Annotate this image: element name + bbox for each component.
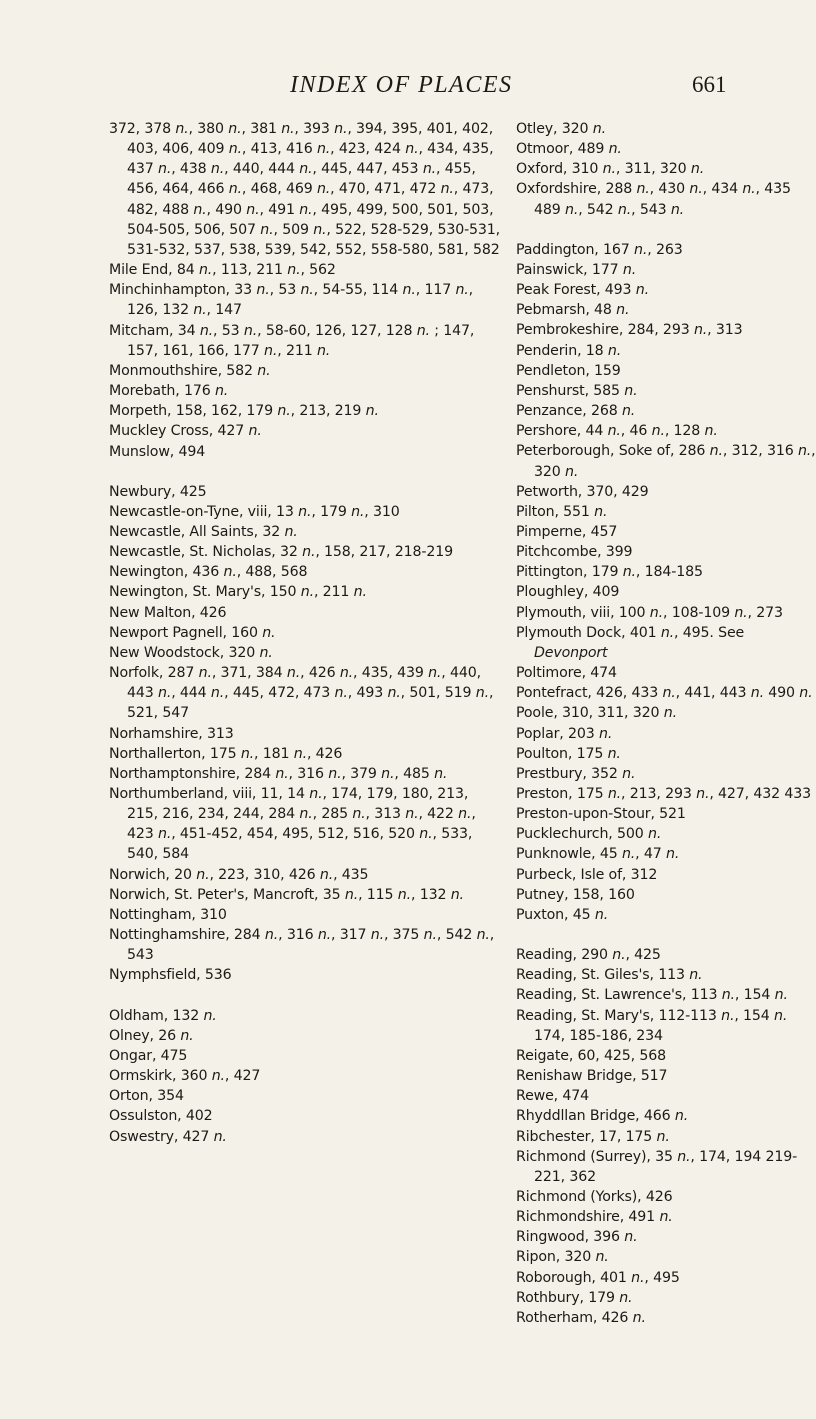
index-entry: Pebmarsh, 48 n.	[516, 302, 630, 319]
index-entry: Pitchcombe, 399	[516, 544, 633, 561]
index-entry: Purbeck, Isle of, 312	[516, 866, 658, 883]
index-entry: Petworth, 370, 429	[516, 483, 649, 500]
index-entry: Reading, St. Mary's, 112-113 n., 154 n. 174, 185-186, 234	[516, 1007, 788, 1044]
index-entry: Roborough, 401 n., 495	[516, 1269, 680, 1286]
index-entry: Richmond (Surrey), 35 n., 174, 194 219-221, 362	[516, 1148, 798, 1185]
index-entry: Plymouth, viii, 100 n., 108-109 n., 273	[516, 604, 783, 621]
letter-section-gap	[109, 462, 501, 482]
index-entry: Newcastle, St. Nicholas, 32 n., 158, 217, 218-219	[109, 544, 453, 561]
index-entry: Pilton, 551 n.	[516, 503, 608, 520]
index-entry: Olney, 26 n.	[109, 1027, 194, 1044]
index-entry: Pittington, 179 n., 184-185	[516, 564, 703, 581]
index-entry: Mile End, 84 n., 113, 211 n., 562	[109, 262, 336, 279]
index-entry: Plymouth Dock, 401 n., 495. See Devonport	[516, 624, 745, 661]
index-entry: Ploughley, 409	[516, 584, 620, 601]
index-entry: Pendleton, 159	[516, 362, 621, 379]
index-entry: Newcastle-on-Tyne, viii, 13 n., 179 n., 310	[109, 503, 400, 520]
index-entry: Newcastle, All Saints, 32 n.	[109, 523, 298, 540]
index-column-right	[516, 119, 816, 1328]
index-entry: Richmond (Yorks), 426	[516, 1188, 673, 1205]
index-entry: Pucklechurch, 500 n.	[516, 826, 662, 843]
index-entry: Norwich, St. Peter's, Mancroft, 35 n., 115 n., 132 n.	[109, 886, 464, 903]
index-entry: Reading, St. Giles's, 113 n.	[516, 967, 703, 984]
index-entry: Oswestry, 427 n.	[109, 1128, 227, 1145]
index-entry: Ongar, 475	[109, 1047, 188, 1064]
index-entry: Penshurst, 585 n.	[516, 382, 638, 399]
index-entry: New Woodstock, 320 n.	[109, 644, 273, 661]
index-entry: Rhyddllan Bridge, 466 n.	[516, 1108, 689, 1125]
index-entry: Poole, 310, 311, 320 n.	[516, 705, 677, 722]
index-entry: Munslow, 494	[109, 443, 206, 460]
index-entry: Northumberland, viii, 11, 14 n., 174, 179, 180, 213, 215, 216, 234, 244, 284 n., 285 n., 313 n., 422 n., 423 n., 451-452, 454, 495, 512, 516, 520 n., 533, 540, 584	[109, 786, 476, 863]
index-entry: Ringwood, 396 n.	[516, 1229, 638, 1246]
index-entry: Prestbury, 352 n.	[516, 765, 636, 782]
index-entry: Northallerton, 175 n., 181 n., 426	[109, 745, 343, 762]
index-entry: Otley, 320 n.	[516, 121, 606, 137]
index-entry: Oldham, 132 n.	[109, 1007, 217, 1024]
index-entry: Richmondshire, 491 n.	[516, 1209, 673, 1226]
index-entry: Reading, 290 n., 425	[516, 947, 661, 964]
index-entry: Morebath, 176 n.	[109, 383, 229, 400]
index-entry: Penzance, 268 n.	[516, 403, 636, 420]
page-header	[0, 72, 800, 106]
index-entry: Painswick, 177 n.	[516, 261, 637, 278]
index-entry: Morpeth, 158, 162, 179 n., 213, 219 n.	[109, 403, 379, 420]
index-entry: Preston-upon-Stour, 521	[516, 806, 686, 823]
index-entry: Ribchester, 17, 175 n.	[516, 1128, 670, 1145]
index-entry: Newington, 436 n., 488, 568	[109, 564, 308, 581]
index-entry: Norwich, 20 n., 223, 310, 426 n., 435	[109, 866, 369, 883]
letter-section-gap	[516, 925, 816, 945]
index-entry: Nottinghamshire, 284 n., 316 n., 317 n., 375 n., 542 n., 543	[109, 927, 495, 964]
index-entry: Orton, 354	[109, 1088, 184, 1105]
index-entry: Mitcham, 34 n., 53 n., 58-60, 126, 127, 128 n. ; 147, 157, 161, 166, 177 n., 211 n.	[109, 322, 475, 359]
index-entry: Norfolk, 287 n., 371, 384 n., 426 n., 435, 439 n., 440, 443 n., 444 n., 445, 472, 473 n., 493 n., 501, 519 n., 521, 547	[109, 665, 494, 722]
index-entry: Rothbury, 179 n.	[516, 1289, 633, 1306]
index-entry: Peak Forest, 493 n.	[516, 282, 649, 299]
index-entry: Pontefract, 426, 433 n., 441, 443 n. 490 n.	[516, 685, 813, 702]
index-entry: Paddington, 167 n., 263	[516, 241, 683, 258]
index-entry: Penderin, 18 n.	[516, 342, 622, 359]
index-entry: Rewe, 474	[516, 1088, 590, 1105]
letter-section-gap	[109, 986, 501, 1006]
index-entry: Poltimore, 474	[516, 665, 617, 682]
index-column-left	[109, 119, 501, 1147]
page-number: 661	[692, 72, 727, 97]
running-title: INDEX OF PLACES	[290, 72, 513, 98]
index-entry: Rotherham, 426 n.	[516, 1309, 646, 1326]
index-entry: Pembrokeshire, 284, 293 n., 313	[516, 322, 743, 339]
index-entry: Newington, St. Mary's, 150 n., 211 n.	[109, 584, 367, 601]
index-entry: Northamptonshire, 284 n., 316 n., 379 n., 485 n.	[109, 765, 448, 782]
index-entry: Preston, 175 n., 213, 293 n., 427, 432 433	[516, 786, 812, 802]
index-entry: New Malton, 426	[109, 604, 227, 621]
index-entry: Oxfordshire, 288 n., 430 n., 434 n., 435 489 n., 542 n., 543 n.	[516, 181, 791, 218]
index-entry: Oxford, 310 n., 311, 320 n.	[516, 161, 705, 178]
index-entry: Nottingham, 310	[109, 906, 227, 923]
index-entry: Reigate, 60, 425, 568	[516, 1047, 667, 1064]
index-entry: Poplar, 203 n.	[516, 725, 613, 742]
index-entry: Renishaw Bridge, 517	[516, 1068, 668, 1085]
index-entry: Poulton, 175 n.	[516, 745, 621, 762]
index-entry: Putney, 158, 160	[516, 886, 635, 903]
letter-section-gap	[516, 220, 816, 240]
index-entry: Ormskirk, 360 n., 427	[109, 1068, 261, 1085]
index-entry: 372, 378 n., 380 n., 381 n., 393 n., 394, 395, 401, 402, 403, 406, 409 n., 413, 416 n., 423, 424 n., 434, 435, 437 n., 438 n., 440, 444 n., 445, 447, 453 n., 455, 456, 464, 466 n., 468, 469 n., 470, 471, 472 n., 473, 482, 488 n., 490 n., 491 n., 495, 499, 500, 501, 503, 504-505, 506, 507 n., 509 n., 522, 528-529, 530-531, 531-532, 537, 538, 539, 542, 552, 558-580, 581, 582	[109, 121, 501, 258]
index-entry: Nymphsfield, 536	[109, 967, 232, 984]
index-entry: Peterborough, Soke of, 286 n., 312, 316 n., 320 n.	[516, 443, 816, 480]
index-entry: Otmoor, 489 n.	[516, 141, 622, 158]
index-entry: Ripon, 320 n.	[516, 1249, 609, 1266]
index-entry: Monmouthshire, 582 n.	[109, 362, 271, 379]
index-entry: Norhamshire, 313	[109, 725, 234, 742]
index-entry: Newport Pagnell, 160 n.	[109, 624, 276, 641]
index-entry: Newbury, 425	[109, 483, 207, 500]
index-entry: Reading, St. Lawrence's, 113 n., 154 n.	[516, 987, 788, 1004]
index-entry: Muckley Cross, 427 n.	[109, 423, 262, 440]
index-entry: Pershore, 44 n., 46 n., 128 n.	[516, 423, 718, 440]
index-entry: Puxton, 45 n.	[516, 906, 609, 923]
index-entry: Pimperne, 457	[516, 523, 618, 540]
index-entry: Ossulston, 402	[109, 1108, 213, 1125]
index-entry: Minchinhampton, 33 n., 53 n., 54-55, 114 n., 117 n., 126, 132 n., 147	[109, 282, 474, 319]
index-entry: Punknowle, 45 n., 47 n.	[516, 846, 680, 863]
